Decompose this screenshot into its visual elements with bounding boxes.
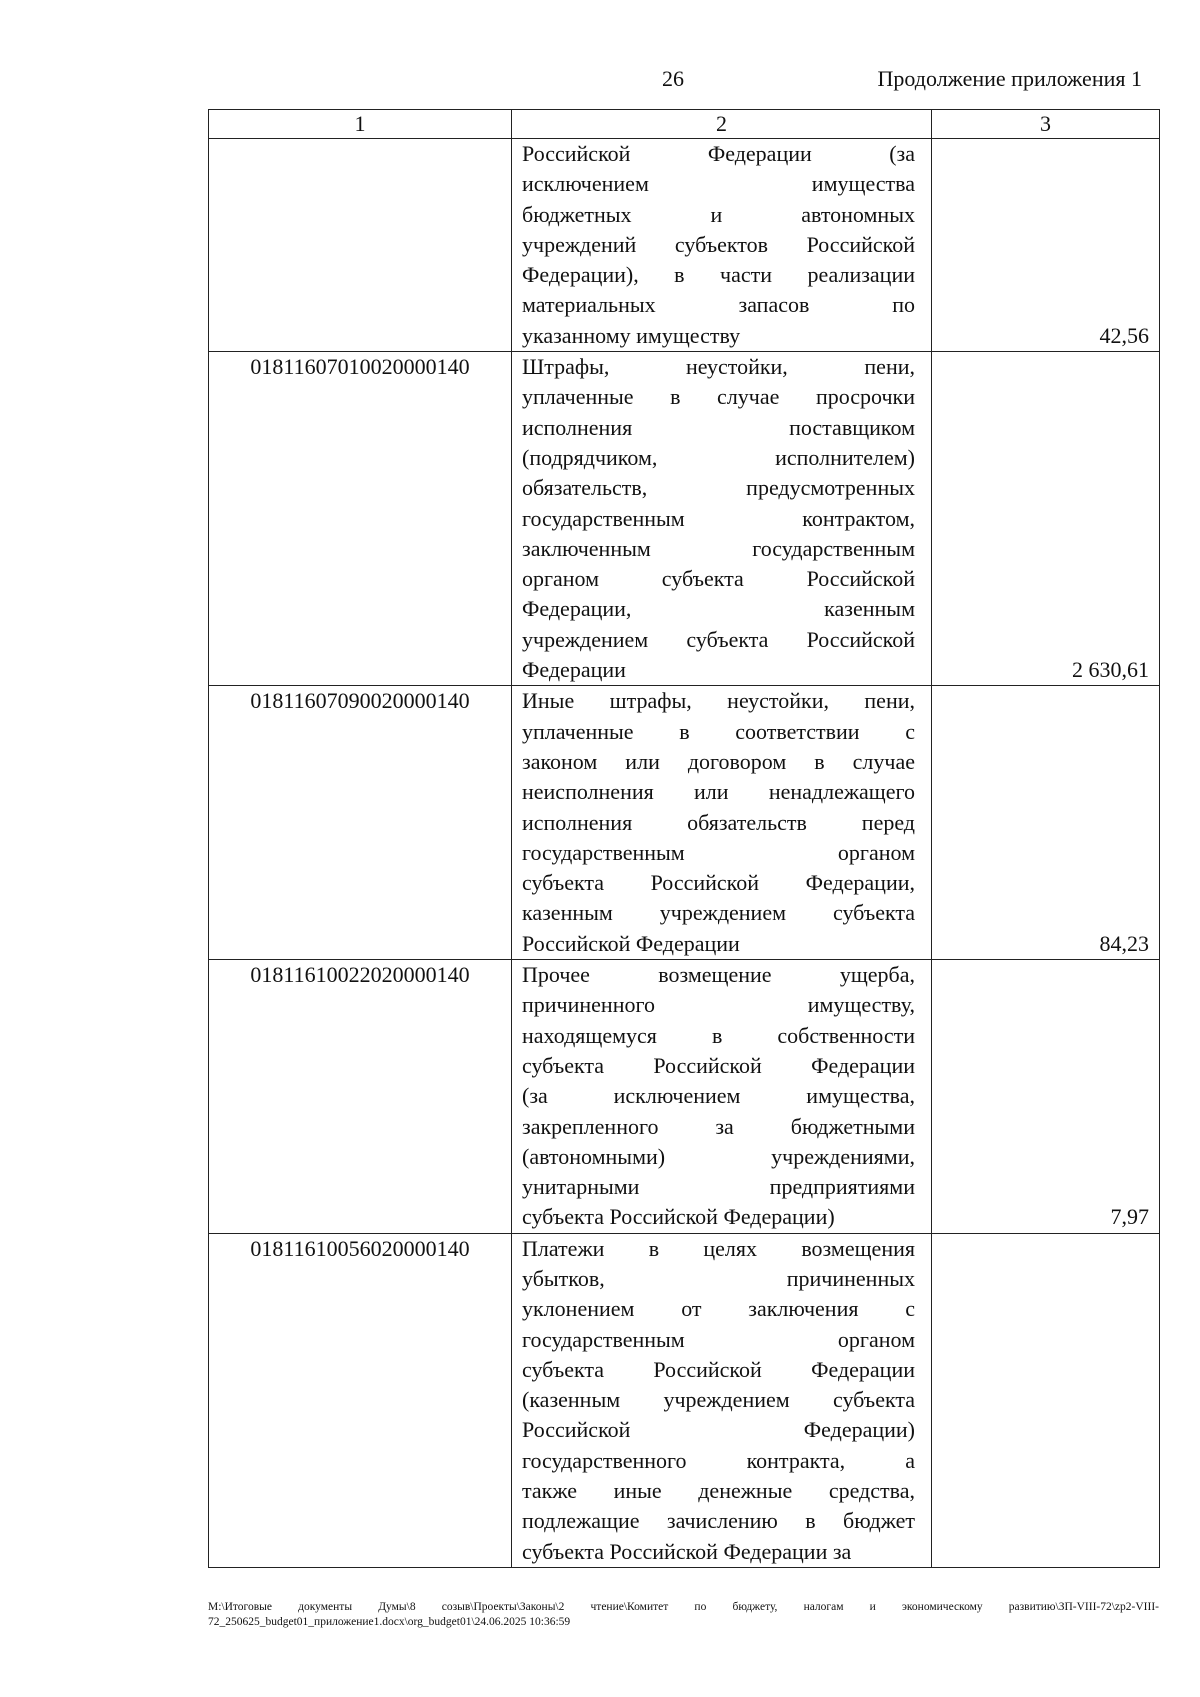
table-row (209, 352, 1160, 686)
description-line: находящемуся в собственности (522, 1022, 915, 1048)
description-line: закрепленного за бюджетными (522, 1113, 915, 1139)
description-line: также иные денежные средства, (522, 1478, 915, 1504)
description-line: Прочее возмещение ущерба, (522, 962, 915, 988)
description-line: бюджетных и автономных (522, 201, 915, 227)
description-line: обязательств, предусмотренных (522, 475, 915, 501)
revenue-code-cell: 01811610056020000140 (209, 1233, 512, 1567)
column-header-2: 2 (512, 110, 932, 139)
table-row (209, 139, 1160, 352)
description-cell (512, 686, 932, 960)
table-row (209, 1233, 1160, 1567)
description-line: (казенным учреждением субъекта (522, 1387, 915, 1413)
description-line: Федерации), в части реализации (522, 262, 915, 288)
description-line: (подрядчиком, исполнителем) (522, 444, 915, 470)
amount-cell: 42,56 (932, 139, 1160, 352)
description-line: неисполнения или ненадлежащего (522, 779, 915, 805)
budget-table (208, 109, 1160, 1568)
description-line: унитарными предприятиями (522, 1174, 915, 1200)
revenue-code-cell (209, 139, 512, 352)
description-line: материальных запасов по (522, 292, 915, 318)
page-number: 26 (662, 66, 684, 91)
table-body (209, 139, 1160, 1568)
revenue-code-cell: 01811607090020000140 (209, 686, 512, 960)
description-line: законом или договором в случае (522, 748, 915, 774)
description-line: субъекта Российской Федерации, (522, 870, 915, 896)
description-line: Российской Федерации) (522, 1417, 915, 1443)
description-line: учреждений субъектов Российской (522, 231, 915, 257)
revenue-code-cell: 01811607010020000140 (209, 352, 512, 686)
amount-cell: 84,23 (932, 686, 1160, 960)
description-line: указанному имуществу (522, 322, 741, 348)
amount-cell: 7,97 (932, 960, 1160, 1234)
description-cell (512, 139, 932, 352)
description-line: исполнения поставщиком (522, 414, 915, 440)
description-line: (за исключением имущества, (522, 1083, 915, 1109)
description-line: Иные штрафы, неустойки, пени, (522, 688, 915, 714)
description-line: исключением имущества (522, 171, 915, 197)
table-row (209, 686, 1160, 960)
description-cell (512, 960, 932, 1234)
description-line: Федерации, казенным (522, 596, 915, 622)
amount-cell (932, 1233, 1160, 1567)
description-cell (512, 352, 932, 686)
description-line: субъекта Российской Федерации) (522, 1204, 835, 1230)
description-line: субъекта Российской Федерации (522, 1052, 915, 1078)
description-line: подлежащие зачислению в бюджет (522, 1508, 915, 1534)
footer-file-path: M:\Итоговые документы Думы\8 созыв\Проекты\Законы\2 чтение\Комитет по бюджету, налогам и экономическому развитию\ЗП-VIII-72\zp2-VIII-72_250625_budget01_приложение1.docx\org_budget01\24.06.2025 10:36:59 (208, 1601, 1159, 1628)
table-row (209, 960, 1160, 1234)
table-header-row (209, 110, 1160, 139)
description-line: казенным учреждением субъекта (522, 900, 915, 926)
description-line: заключенным государственным (522, 535, 915, 561)
amount-cell: 2 630,61 (932, 352, 1160, 686)
description-line: органом субъекта Российской (522, 566, 915, 592)
description-line: государственного контракта, а (522, 1447, 915, 1473)
revenue-code-cell: 01811610022020000140 (209, 960, 512, 1234)
description-line: субъекта Российской Федерации (522, 1356, 915, 1382)
description-line: исполнения обязательств перед (522, 809, 915, 835)
description-line: причиненного имуществу, (522, 992, 915, 1018)
description-line: (автономными) учреждениями, (522, 1143, 915, 1169)
description-line: государственным органом (522, 1326, 915, 1352)
description-line: Штрафы, неустойки, пени, (522, 354, 915, 380)
column-header-3: 3 (932, 110, 1160, 139)
description-cell (512, 1233, 932, 1567)
description-line: Российской Федерации (522, 930, 740, 956)
description-line: Платежи в целях возмещения (522, 1235, 915, 1261)
description-line: уклонением от заключения с (522, 1296, 915, 1322)
description-line: государственным органом (522, 839, 915, 865)
description-line: субъекта Российской Федерации за (522, 1538, 852, 1564)
description-line: учреждением субъекта Российской (522, 626, 915, 652)
description-line: уплаченные в соответствии с (522, 718, 915, 744)
description-line: Российской Федерации (за (522, 141, 915, 166)
description-line: государственным контрактом, (522, 505, 915, 531)
description-line: Федерации (522, 657, 626, 683)
description-line: убытков, причиненных (522, 1265, 915, 1291)
column-header-1: 1 (209, 110, 512, 139)
continuation-title: Продолжение приложения 1 (877, 66, 1142, 91)
description-line: уплаченные в случае просрочки (522, 384, 915, 410)
